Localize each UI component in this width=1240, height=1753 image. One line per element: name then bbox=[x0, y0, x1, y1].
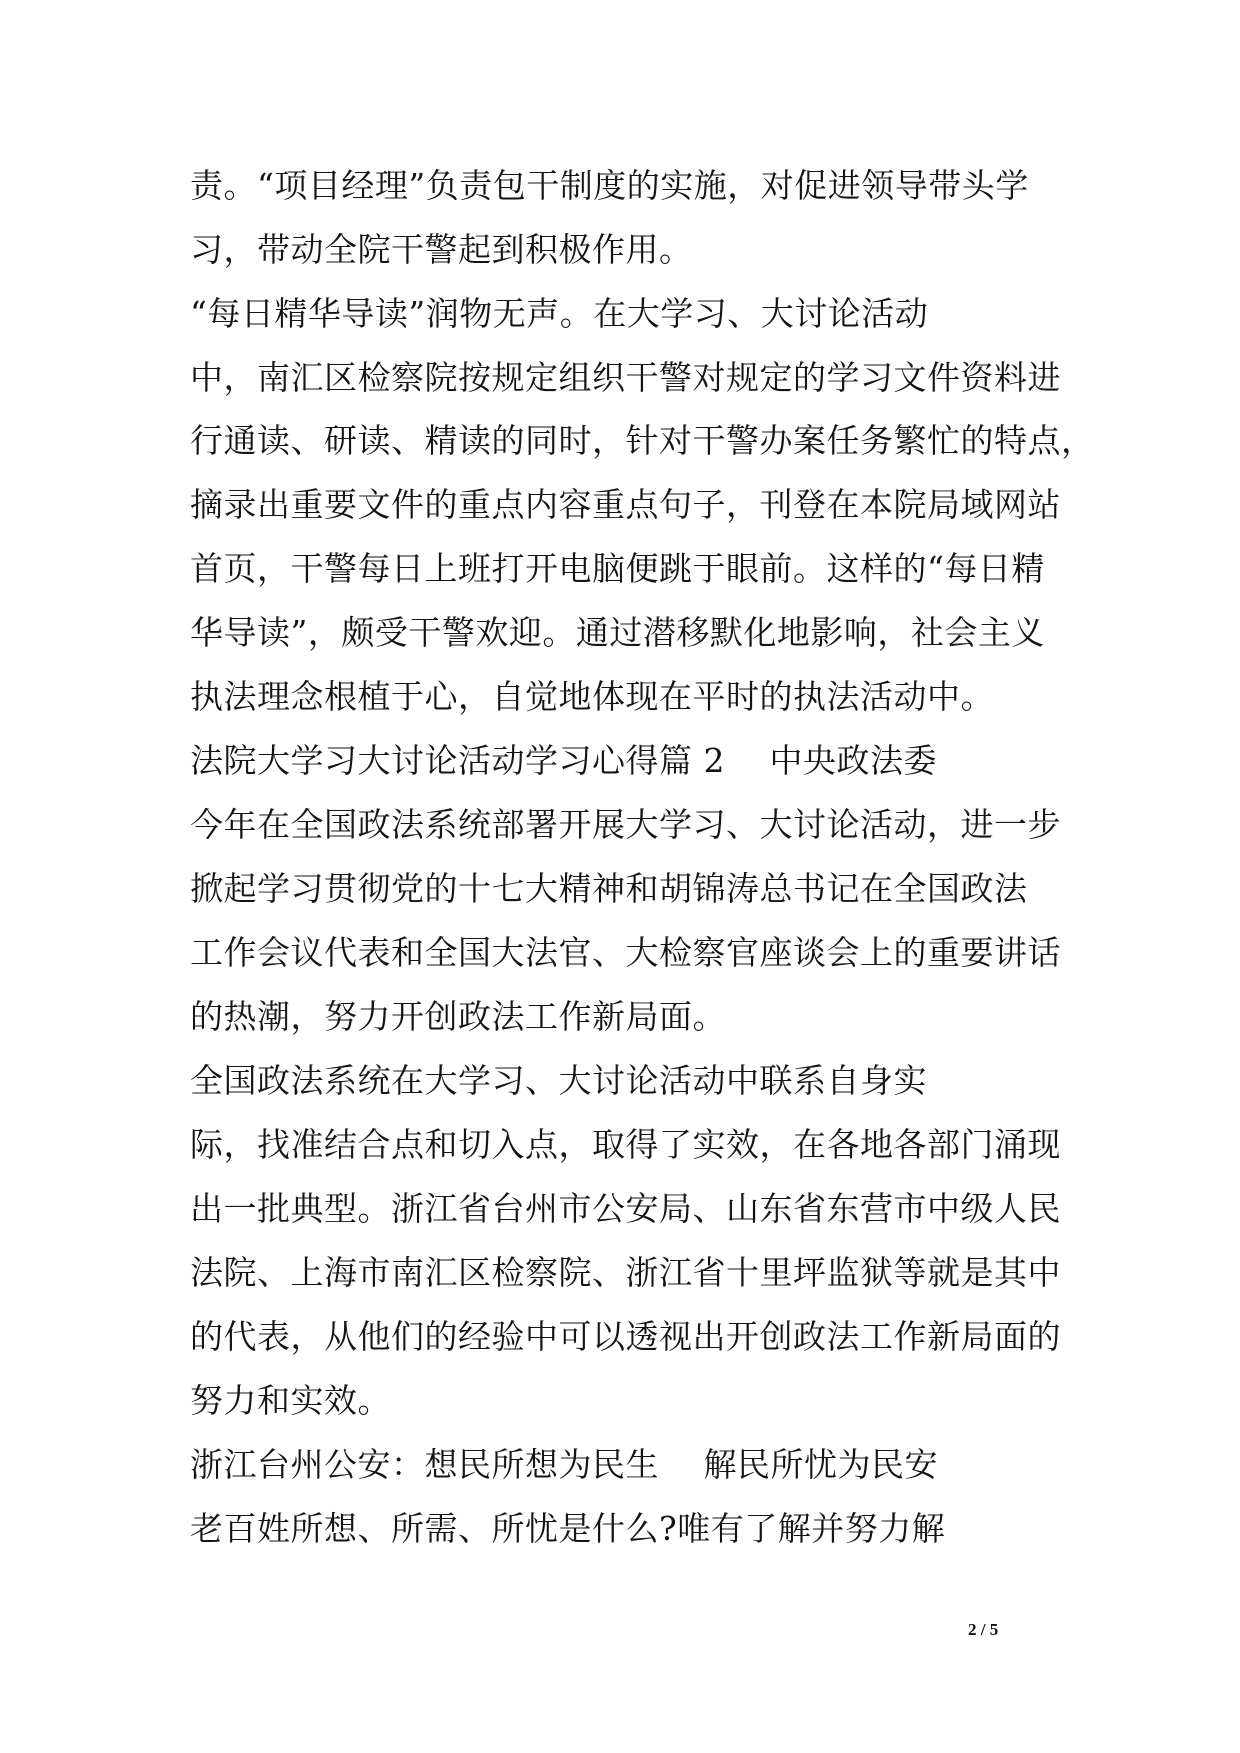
text-line: 老百姓所想、所需、所忧是什么?唯有了解并努力解 bbox=[190, 1509, 946, 1548]
text-line: 工作会议代表和全国大法官、大检察官座谈会上的重要讲话 bbox=[190, 933, 1061, 972]
text-line: 法院、上海市南汇区检察院、浙江省十里坪监狱等就是其中 bbox=[190, 1253, 1061, 1292]
subheading-line: 浙江台州公安：想民所想为民生 解民所忧为民安 bbox=[190, 1445, 938, 1484]
section-heading-line: 法院大学习大讨论活动学习心得篇 2 中央政法委 bbox=[190, 741, 937, 780]
text-line: 的热潮，努力开创政法工作新局面。 bbox=[190, 997, 726, 1036]
text-line: 的代表，从他们的经验中可以透视出开创政法工作新局面的 bbox=[190, 1317, 1061, 1356]
text-line: 华导读”，颇受干警欢迎。通过潜移默化地影响，社会主义 bbox=[190, 613, 1045, 652]
text-line: 际，找准结合点和切入点，取得了实效，在各地各部门涌现 bbox=[190, 1125, 1061, 1164]
page-number: 2 / 5 bbox=[968, 1620, 999, 1639]
text-line: 全国政法系统在大学习、大讨论活动中联系自身实 bbox=[190, 1061, 927, 1100]
text-line: 中，南汇区检察院按规定组织干警对规定的学习文件资料进 bbox=[190, 358, 1061, 397]
text-line: 掀起学习贯彻党的十七大精神和胡锦涛总书记在全国政法 bbox=[190, 869, 1028, 908]
text-line: 行通读、研读、精读的同时，针对干警办案任务繁忙的特点， bbox=[190, 421, 1095, 460]
text-line: “每日精华导读”润物无声。在大学习、大讨论活动 bbox=[190, 294, 929, 333]
text-line: 首页，干警每日上班打开电脑便跳于眼前。这样的“每日精 bbox=[190, 549, 1045, 588]
text-line: 习，带动全院干警起到积极作用。 bbox=[190, 230, 693, 269]
text-line: 今年在全国政法系统部署开展大学习、大讨论活动，进一步 bbox=[190, 805, 1061, 844]
text-line: 责。“项目经理”负责包干制度的实施，对促进领导带头学 bbox=[190, 166, 1029, 205]
text-line: 摘录出重要文件的重点内容重点句子，刊登在本院局域网站 bbox=[190, 485, 1061, 524]
text-line: 出一批典型。浙江省台州市公安局、山东省东营市中级人民 bbox=[190, 1189, 1061, 1228]
text-line: 执法理念根植于心，自觉地体现在平时的执法活动中。 bbox=[190, 677, 994, 716]
text-line: 努力和实效。 bbox=[190, 1381, 391, 1420]
